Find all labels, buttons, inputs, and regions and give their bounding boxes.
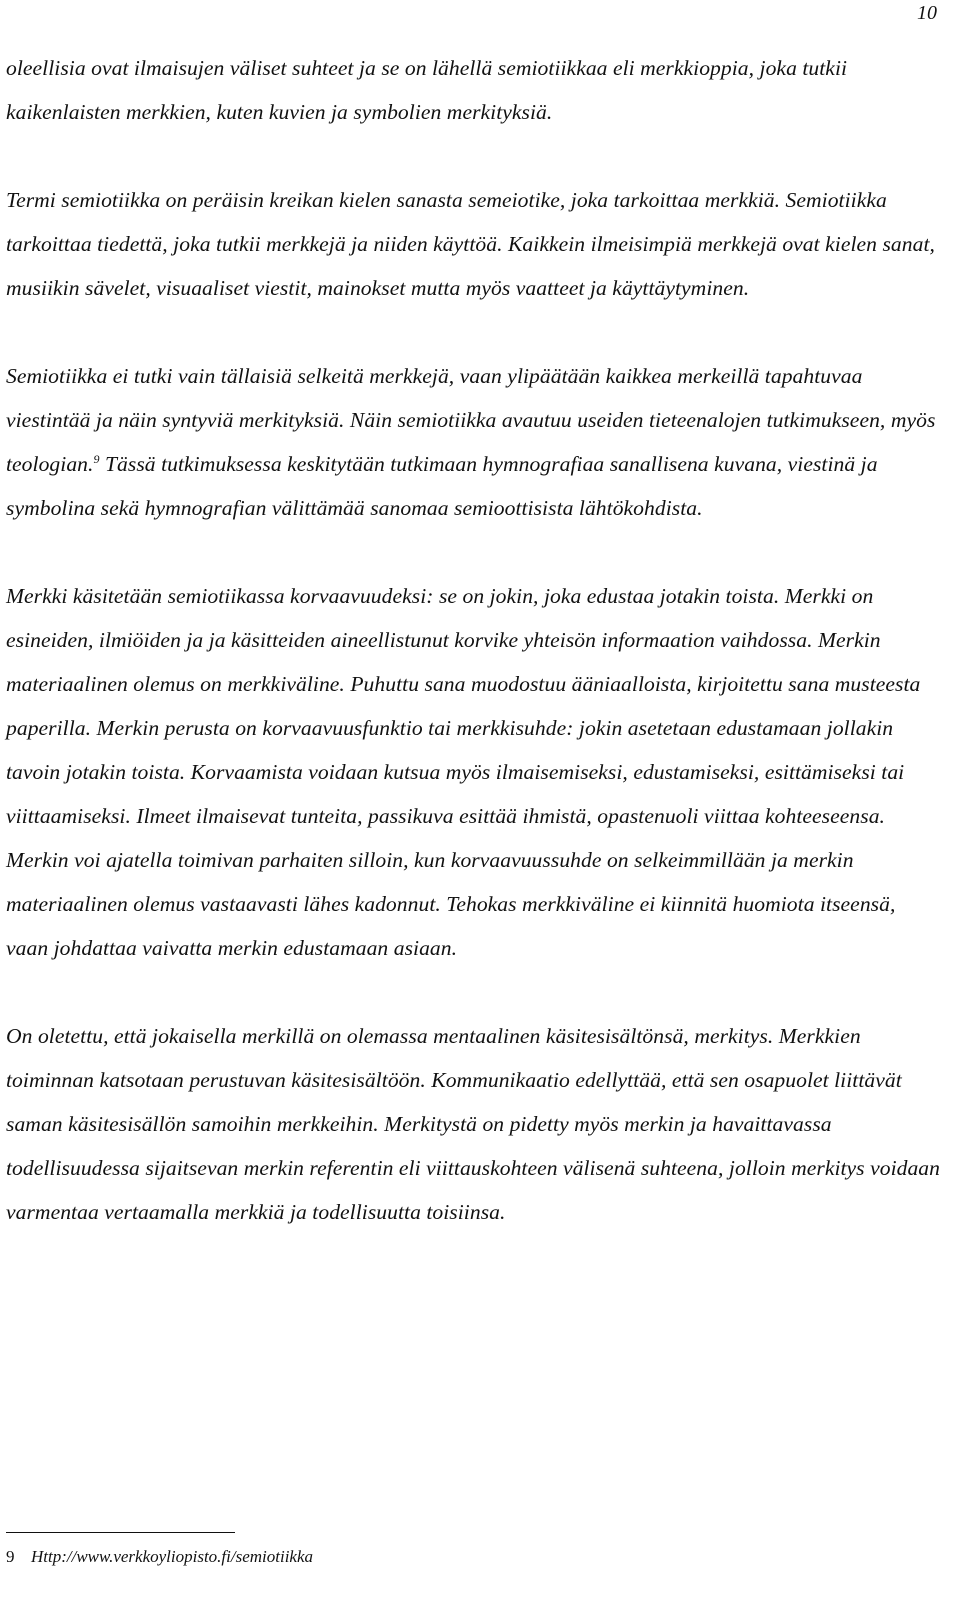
footnote-reference[interactable]: 9: [93, 451, 100, 466]
footnote-number: 9: [6, 1547, 15, 1566]
paragraph-3-text-after-ref: Tässä tutkimuksessa keskitytään tutkimaan hymnografiaa sanallisena kuvana, viestinä ja symbolina sekä hymnografian välittämää sanomaa semioottisista lähtökohdista.: [6, 452, 878, 520]
paragraph-4: Merkki käsitetään semiotiikassa korvaavuudeksi: se on jokin, joka edustaa jotakin toista. Merkki on esineiden, ilmiöiden ja ja käsitteiden aineellistunut korvike yhteisön informaation vaihdossa. Merkin materiaalinen olemus on merkkiväline. Puhuttu sana muodostuu ääniaalloista, kirjoitettu sana musteesta paperilla. Merkin perusta on korvaavuusfunktio tai merkkisuhde: jokin asetetaan edustamaan jollakin tavoin jotakin toista. Korvaamista voidaan kutsua myös ilmaisemiseksi, edustamiseksi, esittämiseksi tai viittaamiseksi. Ilmeet ilmaisevat tunteita, passikuva esittää ihmistä, opastenuoli viittaa kohteeseensa. Merkin voi ajatella toimivan parhaiten silloin, kun korvaavuussuhde on selkeimmillään ja merkin materiaalinen olemus vastaavasti lähes kadonnut. Tehokas merkkiväline ei kiinnitä huomiota itseensä, vaan johdattaa vaivatta merkin edustamaan asiaan.: [6, 584, 921, 960]
body-text: [6, 46, 941, 1234]
page-number: 10: [917, 2, 937, 24]
footnote-link[interactable]: Http://www.verkkoyliopisto.fi/semiotiikka: [31, 1547, 314, 1566]
paragraph-1: oleellisia ovat ilmaisujen väliset suhteet ja se on lähellä semiotiikkaa eli merkkioppia, joka tutkii kaikenlaisten merkkien, kuten kuvien ja symbolien merkityksiä.: [6, 56, 848, 124]
footnote: [6, 1547, 313, 1567]
paragraph-3: [6, 354, 941, 530]
footnote-separator: [6, 1532, 235, 1533]
paragraph-3-text-before-ref: Semiotiikka ei tutki vain tällaisiä selkeitä merkkejä, vaan ylipäätään kaikkea merkeillä tapahtuvaa viestintää ja näin syntyviä merkityksiä. Näin semiotiikka avautuu useiden tieteenalojen tutkimukseen, myös teologian.: [6, 364, 936, 476]
paragraph-2: Termi semiotiikka on peräisin kreikan kielen sanasta semeiotike, joka tarkoittaa merkkiä. Semiotiikka tarkoittaa tiedettä, joka tutkii merkkejä ja niiden käyttöä. Kaikkein ilmeisimpiä merkkejä ovat kielen sanat, musiikin sävelet, visuaaliset viestit, mainokset mutta myös vaatteet ja käyttäytyminen.: [6, 188, 935, 300]
paragraph-5: On oletettu, että jokaisella merkillä on olemassa mentaalinen käsitesisältönsä, merkitys. Merkkien toiminnan katsotaan perustuvan käsitesisältöön. Kommunikaatio edellyttää, että sen osapuolet liittävät saman käsitesisällön samoihin merkkeihin. Merkitystä on pidetty myös merkin ja havaittavassa todellisuudessa sijaitsevan merkin referentin eli viittauskohteen välisenä suhteena, jolloin merkitys voidaan varmentaa vertaamalla merkkiä ja todellisuutta toisiinsa.: [6, 1024, 941, 1224]
